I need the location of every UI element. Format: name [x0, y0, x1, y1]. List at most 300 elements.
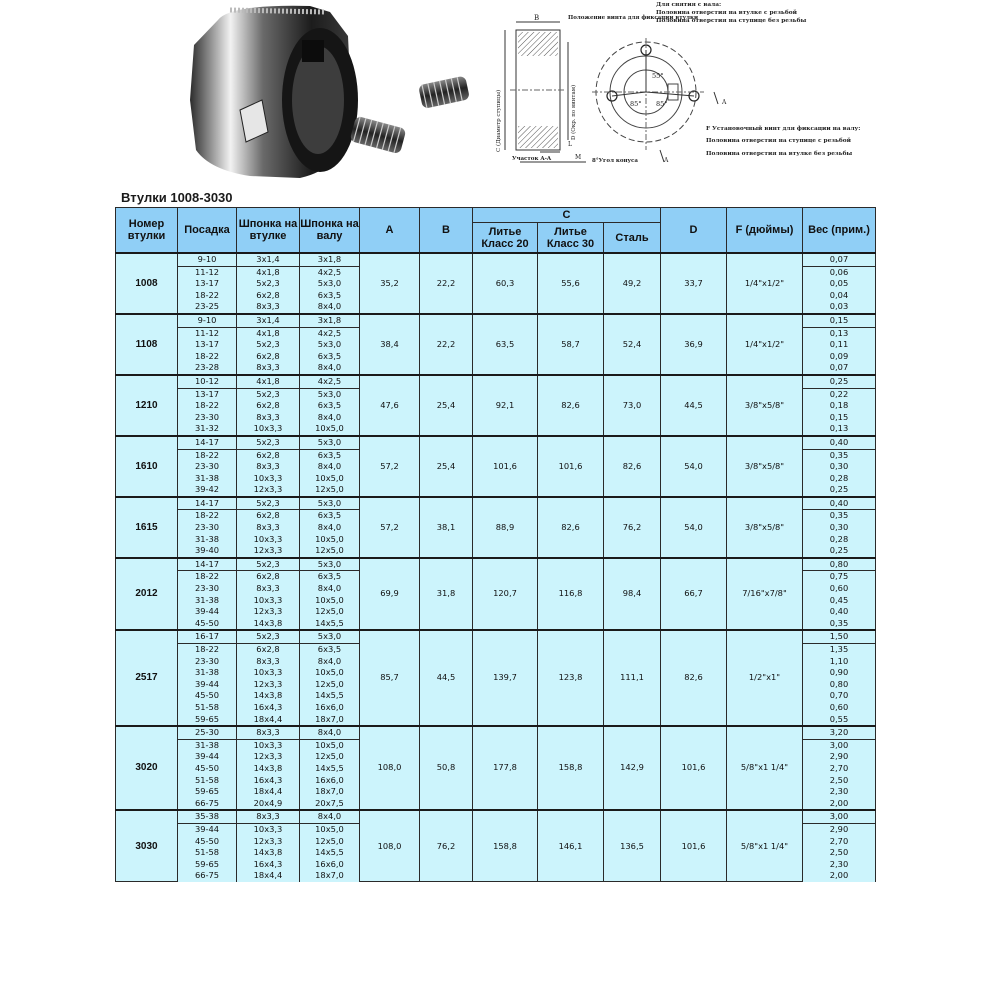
key-hub-cell: 16x4,3: [237, 775, 300, 787]
weight-cell: 0,03: [803, 301, 876, 314]
weight-cell: 1,10: [803, 656, 876, 668]
key-shaft-cell: 16x6,0: [300, 702, 360, 714]
fit-cell: 11-12: [178, 266, 237, 278]
fit-cell: 45-50: [178, 836, 237, 848]
col-fit: Посадка: [178, 208, 237, 254]
c-steel-cell: 73,0: [604, 375, 661, 436]
key-shaft-cell: 12x5,0: [300, 545, 360, 558]
weight-cell: 2,30: [803, 859, 876, 871]
key-hub-cell: 12x3,3: [237, 836, 300, 848]
key-shaft-cell: 10x5,0: [300, 473, 360, 485]
c-cast30-cell: 123,8: [538, 630, 604, 726]
key-shaft-cell: 6x3,5: [300, 571, 360, 583]
fit-cell: 23-30: [178, 656, 237, 668]
fit-cell: 59-65: [178, 714, 237, 727]
key-hub-cell: 10x3,3: [237, 667, 300, 679]
weight-cell: 2,30: [803, 786, 876, 798]
weight-cell: 0,40: [803, 436, 876, 449]
weight-cell: 0,04: [803, 290, 876, 302]
key-shaft-cell: 12x5,0: [300, 836, 360, 848]
key-shaft-cell: 6x3,5: [300, 449, 360, 461]
fit-cell: 39-44: [178, 679, 237, 691]
fit-cell: 51-58: [178, 847, 237, 859]
key-hub-cell: 8x3,3: [237, 412, 300, 424]
key-hub-cell: 6x2,8: [237, 351, 300, 363]
fit-cell: 66-75: [178, 870, 237, 882]
col-f: F (дюймы): [727, 208, 803, 254]
col-d: D: [661, 208, 727, 254]
weight-cell: 0,07: [803, 253, 876, 266]
weight-cell: 0,35: [803, 449, 876, 461]
key-shaft-cell: 18x7,0: [300, 870, 360, 882]
key-shaft-cell: 4x2,5: [300, 327, 360, 339]
fit-cell: 39-42: [178, 484, 237, 497]
fit-cell: 51-58: [178, 775, 237, 787]
key-shaft-cell: 4x2,5: [300, 375, 360, 388]
a-cell: 108,0: [360, 810, 420, 882]
label-bolt-circle: D (Окр. по винтам): [571, 84, 577, 140]
fit-cell: 39-44: [178, 823, 237, 835]
a-cell: 57,2: [360, 497, 420, 558]
key-shaft-cell: 10x5,0: [300, 667, 360, 679]
col-key-shaft: Шпонка на валу: [300, 208, 360, 254]
weight-cell: 2,90: [803, 823, 876, 835]
d-cell: 101,6: [661, 726, 727, 810]
key-shaft-cell: 20x7,5: [300, 798, 360, 811]
bushing-spec-table: [115, 207, 876, 882]
fit-cell: 66-75: [178, 798, 237, 811]
key-hub-cell: 12x3,3: [237, 751, 300, 763]
fit-cell: 31-32: [178, 423, 237, 436]
label-angle-85-right: 85°: [656, 100, 668, 108]
key-shaft-cell: 8x4,0: [300, 362, 360, 375]
f-cell: 3/8"x5/8": [727, 436, 803, 497]
key-hub-cell: 12x3,3: [237, 545, 300, 558]
key-shaft-cell: 10x5,0: [300, 534, 360, 546]
front-view-drawing: [592, 38, 727, 164]
b-cell: 22,2: [420, 253, 473, 314]
weight-cell: 1,50: [803, 630, 876, 643]
weight-cell: 2,50: [803, 775, 876, 787]
fit-cell: 18-22: [178, 571, 237, 583]
c-cast30-cell: 158,8: [538, 726, 604, 810]
key-hub-cell: 18x4,4: [237, 714, 300, 727]
c-steel-cell: 49,2: [604, 253, 661, 314]
weight-cell: 0,15: [803, 314, 876, 327]
fit-cell: 16-17: [178, 630, 237, 643]
fit-cell: 9-10: [178, 314, 237, 327]
fit-cell: 23-30: [178, 522, 237, 534]
d-cell: 54,0: [661, 497, 727, 558]
col-key-hub: Шпонка на втулке: [237, 208, 300, 254]
c-cast30-cell: 82,6: [538, 497, 604, 558]
key-shaft-cell: 18x7,0: [300, 714, 360, 727]
key-hub-cell: 8x3,3: [237, 583, 300, 595]
fit-cell: 18-22: [178, 644, 237, 656]
weight-cell: 0,18: [803, 400, 876, 412]
product-figure: [0, 0, 1000, 190]
key-shaft-cell: 8x4,0: [300, 656, 360, 668]
key-hub-cell: 16x4,3: [237, 702, 300, 714]
key-shaft-cell: 5x3,0: [300, 388, 360, 400]
bushing-number: 1008: [116, 253, 178, 314]
label-hub-diameter: C (Диаметр ступицы): [496, 89, 502, 152]
fit-cell: 18-22: [178, 400, 237, 412]
col-a: A: [360, 208, 420, 254]
key-shaft-cell: 12x5,0: [300, 484, 360, 497]
key-hub-cell: 5x2,3: [237, 278, 300, 290]
key-hub-cell: 18x4,4: [237, 786, 300, 798]
weight-cell: 3,00: [803, 810, 876, 823]
f-cell: 3/8"x5/8": [727, 375, 803, 436]
weight-cell: 3,00: [803, 739, 876, 751]
c-steel-cell: 52,4: [604, 314, 661, 375]
fit-cell: 31-38: [178, 595, 237, 607]
key-shaft-cell: 16x6,0: [300, 859, 360, 871]
fit-cell: 18-22: [178, 290, 237, 302]
key-shaft-cell: 10x5,0: [300, 739, 360, 751]
b-cell: 76,2: [420, 810, 473, 882]
table-row: [116, 375, 876, 388]
weight-cell: 0,30: [803, 522, 876, 534]
weight-cell: 0,75: [803, 571, 876, 583]
a-cell: 57,2: [360, 436, 420, 497]
label-section: Участок A-A: [512, 156, 552, 162]
c-cast20-cell: 120,7: [473, 558, 538, 631]
c-cast30-cell: 116,8: [538, 558, 604, 631]
table-row: [116, 726, 876, 739]
fit-cell: 45-50: [178, 690, 237, 702]
col-b: B: [420, 208, 473, 254]
c-cast30-cell: 55,6: [538, 253, 604, 314]
table-title: Втулки 1008-3030: [121, 190, 233, 205]
d-cell: 36,9: [661, 314, 727, 375]
key-shaft-cell: 12x5,0: [300, 751, 360, 763]
c-cast20-cell: 88,9: [473, 497, 538, 558]
key-hub-cell: 6x2,8: [237, 290, 300, 302]
f-cell: 5/8"x1 1/4": [727, 726, 803, 810]
d-cell: 54,0: [661, 436, 727, 497]
weight-cell: 0,22: [803, 388, 876, 400]
weight-cell: 0,30: [803, 461, 876, 473]
key-hub-cell: 5x2,3: [237, 339, 300, 351]
weight-cell: 0,07: [803, 362, 876, 375]
c-cast20-cell: 101,6: [473, 436, 538, 497]
bushing-photo: [190, 6, 358, 178]
table-row: [116, 497, 876, 510]
fit-cell: 51-58: [178, 702, 237, 714]
col-number: Номер втулки: [116, 208, 178, 254]
key-shaft-cell: 10x5,0: [300, 423, 360, 436]
col-c-cast20: Литье Класс 20: [473, 223, 538, 254]
key-hub-cell: 14x3,8: [237, 847, 300, 859]
fit-cell: 45-50: [178, 618, 237, 631]
d-cell: 82,6: [661, 630, 727, 726]
c-cast30-cell: 146,1: [538, 810, 604, 882]
c-steel-cell: 111,1: [604, 630, 661, 726]
key-hub-cell: 5x2,3: [237, 436, 300, 449]
weight-cell: 0,40: [803, 497, 876, 510]
key-shaft-cell: 18x7,0: [300, 786, 360, 798]
weight-cell: 0,70: [803, 690, 876, 702]
c-steel-cell: 82,6: [604, 436, 661, 497]
weight-cell: 0,11: [803, 339, 876, 351]
weight-cell: 2,50: [803, 847, 876, 859]
key-hub-cell: 4x1,8: [237, 375, 300, 388]
bushing-number: 1615: [116, 497, 178, 558]
col-c-steel: Сталь: [604, 223, 661, 254]
key-shaft-cell: 14x5,5: [300, 690, 360, 702]
c-cast30-cell: 82,6: [538, 375, 604, 436]
weight-cell: 0,45: [803, 595, 876, 607]
key-shaft-cell: 8x4,0: [300, 726, 360, 739]
weight-cell: 0,60: [803, 702, 876, 714]
fit-cell: 13-17: [178, 339, 237, 351]
weight-cell: 0,06: [803, 266, 876, 278]
key-shaft-cell: 12x5,0: [300, 606, 360, 618]
key-shaft-cell: 5x3,0: [300, 497, 360, 510]
weight-cell: 2,70: [803, 836, 876, 848]
key-hub-cell: 5x2,3: [237, 558, 300, 571]
fit-cell: 9-10: [178, 253, 237, 266]
fit-cell: 35-38: [178, 810, 237, 823]
fit-cell: 59-65: [178, 786, 237, 798]
key-hub-cell: 8x3,3: [237, 726, 300, 739]
weight-cell: 2,90: [803, 751, 876, 763]
key-hub-cell: 6x2,8: [237, 400, 300, 412]
key-hub-cell: 6x2,8: [237, 644, 300, 656]
c-cast20-cell: 92,1: [473, 375, 538, 436]
d-cell: 44,5: [661, 375, 727, 436]
fit-cell: 18-22: [178, 351, 237, 363]
c-cast20-cell: 63,5: [473, 314, 538, 375]
fit-cell: 13-17: [178, 278, 237, 290]
b-cell: 50,8: [420, 726, 473, 810]
fit-cell: 39-44: [178, 751, 237, 763]
key-hub-cell: 8x3,3: [237, 656, 300, 668]
fit-cell: 11-12: [178, 327, 237, 339]
key-shaft-cell: 6x3,5: [300, 290, 360, 302]
fit-cell: 23-30: [178, 412, 237, 424]
col-c: C: [473, 208, 661, 223]
weight-cell: 0,40: [803, 606, 876, 618]
c-cast20-cell: 60,3: [473, 253, 538, 314]
key-shaft-cell: 8x4,0: [300, 461, 360, 473]
key-hub-cell: 10x3,3: [237, 423, 300, 436]
bushing-number: 1108: [116, 314, 178, 375]
fit-cell: 31-38: [178, 473, 237, 485]
fit-cell: 23-30: [178, 461, 237, 473]
key-hub-cell: 10x3,3: [237, 739, 300, 751]
key-shaft-cell: 14x5,5: [300, 763, 360, 775]
bushing-number: 1210: [116, 375, 178, 436]
weight-cell: 2,00: [803, 798, 876, 811]
col-c-cast30: Литье Класс 30: [538, 223, 604, 254]
weight-cell: 0,05: [803, 278, 876, 290]
key-shaft-cell: 12x5,0: [300, 679, 360, 691]
weight-cell: 0,13: [803, 327, 876, 339]
bushing-number: 2517: [116, 630, 178, 726]
key-shaft-cell: 8x4,0: [300, 412, 360, 424]
key-hub-cell: 12x3,3: [237, 484, 300, 497]
c-steel-cell: 136,5: [604, 810, 661, 882]
key-shaft-cell: 8x4,0: [300, 522, 360, 534]
c-cast20-cell: 158,8: [473, 810, 538, 882]
fit-cell: 45-50: [178, 763, 237, 775]
table-row: [116, 436, 876, 449]
c-steel-cell: 98,4: [604, 558, 661, 631]
key-shaft-cell: 6x3,5: [300, 644, 360, 656]
key-shaft-cell: 10x5,0: [300, 595, 360, 607]
key-shaft-cell: 8x4,0: [300, 583, 360, 595]
c-steel-cell: 142,9: [604, 726, 661, 810]
weight-cell: 0,80: [803, 558, 876, 571]
weight-cell: 0,25: [803, 545, 876, 558]
set-screws-photo: [350, 75, 470, 154]
key-shaft-cell: 6x3,5: [300, 351, 360, 363]
key-hub-cell: 6x2,8: [237, 449, 300, 461]
fit-cell: 10-12: [178, 375, 237, 388]
a-cell: 38,4: [360, 314, 420, 375]
bushing-number: 3030: [116, 810, 178, 882]
key-hub-cell: 14x3,8: [237, 763, 300, 775]
table-row: [116, 558, 876, 571]
fit-cell: 14-17: [178, 497, 237, 510]
c-cast30-cell: 101,6: [538, 436, 604, 497]
removal-title: Для снятия с вала:: [656, 2, 722, 8]
c-cast20-cell: 139,7: [473, 630, 538, 726]
c-steel-cell: 76,2: [604, 497, 661, 558]
a-cell: 108,0: [360, 726, 420, 810]
key-shaft-cell: 14x5,5: [300, 847, 360, 859]
key-shaft-cell: 3x1,8: [300, 314, 360, 327]
key-hub-cell: 8x3,3: [237, 362, 300, 375]
key-hub-cell: 4x1,8: [237, 266, 300, 278]
key-shaft-cell: 5x3,0: [300, 630, 360, 643]
fit-cell: 23-25: [178, 301, 237, 314]
key-shaft-cell: 5x3,0: [300, 558, 360, 571]
label-l: L: [568, 141, 572, 148]
key-hub-cell: 16x4,3: [237, 859, 300, 871]
weight-cell: 0,15: [803, 412, 876, 424]
key-hub-cell: 8x3,3: [237, 461, 300, 473]
table-row: [116, 314, 876, 327]
label-m: M: [575, 154, 582, 161]
weight-cell: 0,60: [803, 583, 876, 595]
b-cell: 38,1: [420, 497, 473, 558]
fit-cell: 39-40: [178, 545, 237, 558]
label-angle-55: 55°: [652, 72, 664, 80]
d-cell: 33,7: [661, 253, 727, 314]
key-hub-cell: 6x2,8: [237, 510, 300, 522]
f-cell: 3/8"x5/8": [727, 497, 803, 558]
key-shaft-cell: 3x1,8: [300, 253, 360, 266]
key-hub-cell: 4x1,8: [237, 327, 300, 339]
a-cell: 47,6: [360, 375, 420, 436]
fit-cell: 59-65: [178, 859, 237, 871]
bushing-number: 1610: [116, 436, 178, 497]
b-cell: 22,2: [420, 314, 473, 375]
key-hub-cell: 5x2,3: [237, 497, 300, 510]
key-shaft-cell: 5x3,0: [300, 436, 360, 449]
key-shaft-cell: 4x2,5: [300, 266, 360, 278]
key-hub-cell: 3x1,4: [237, 314, 300, 327]
table-row: [116, 810, 876, 823]
b-cell: 44,5: [420, 630, 473, 726]
weight-cell: 0,28: [803, 534, 876, 546]
weight-cell: 0,80: [803, 679, 876, 691]
key-hub-cell: 3x1,4: [237, 253, 300, 266]
a-cell: 69,9: [360, 558, 420, 631]
key-hub-cell: 12x3,3: [237, 679, 300, 691]
weight-cell: 1,35: [803, 644, 876, 656]
weight-cell: 0,28: [803, 473, 876, 485]
weight-cell: 2,70: [803, 763, 876, 775]
weight-cell: 2,00: [803, 870, 876, 882]
removal-line-2: Половина отверстия на ступице без резьбы: [656, 18, 807, 24]
label-screw-position: Положение винта для фиксации втулки: [568, 15, 699, 21]
fit-cell: 14-17: [178, 436, 237, 449]
fit-cell: 39-44: [178, 606, 237, 618]
weight-cell: 3,20: [803, 726, 876, 739]
key-shaft-cell: 10x5,0: [300, 823, 360, 835]
d-cell: 66,7: [661, 558, 727, 631]
label-angle-85-left: 85°: [630, 100, 642, 108]
key-hub-cell: 5x2,3: [237, 388, 300, 400]
fit-cell: 31-38: [178, 739, 237, 751]
weight-cell: 0,90: [803, 667, 876, 679]
key-hub-cell: 8x3,3: [237, 810, 300, 823]
b-cell: 25,4: [420, 375, 473, 436]
fit-cell: 23-30: [178, 583, 237, 595]
key-shaft-cell: 6x3,5: [300, 510, 360, 522]
table-row: [116, 253, 876, 266]
label-b: B: [534, 14, 540, 22]
key-hub-cell: 10x3,3: [237, 595, 300, 607]
key-hub-cell: 10x3,3: [237, 473, 300, 485]
weight-cell: 0,09: [803, 351, 876, 363]
fit-cell: 23-28: [178, 362, 237, 375]
f-cell: 1/2"x1": [727, 630, 803, 726]
f-screw-title: F Установочный винт для фиксации на валу:: [706, 126, 861, 132]
c-cast20-cell: 177,8: [473, 726, 538, 810]
f-cell: 1/4"x1/2": [727, 314, 803, 375]
key-hub-cell: 5x2,3: [237, 630, 300, 643]
key-shaft-cell: 14x5,5: [300, 618, 360, 631]
table-body: [116, 253, 876, 882]
bushing-number: 2012: [116, 558, 178, 631]
key-hub-cell: 12x3,3: [237, 606, 300, 618]
f-cell: 1/4"x1/2": [727, 253, 803, 314]
key-shaft-cell: 5x3,0: [300, 278, 360, 290]
label-a-bottom: A: [664, 157, 669, 164]
key-hub-cell: 10x3,3: [237, 823, 300, 835]
c-cast30-cell: 58,7: [538, 314, 604, 375]
weight-cell: 0,25: [803, 375, 876, 388]
key-hub-cell: 14x3,8: [237, 690, 300, 702]
label-a-top: A: [722, 99, 727, 106]
key-hub-cell: 6x2,8: [237, 571, 300, 583]
a-cell: 85,7: [360, 630, 420, 726]
key-shaft-cell: 8x4,0: [300, 810, 360, 823]
table-row: [116, 630, 876, 643]
bushing-number: 3020: [116, 726, 178, 810]
fit-cell: 31-38: [178, 667, 237, 679]
removal-line-1: Половина отверстия на втулке с резьбой: [656, 10, 797, 16]
fit-cell: 13-17: [178, 388, 237, 400]
key-hub-cell: 8x3,3: [237, 301, 300, 314]
f-screw-line-2: Половина отверстия на втулке без резьбы: [706, 151, 853, 157]
